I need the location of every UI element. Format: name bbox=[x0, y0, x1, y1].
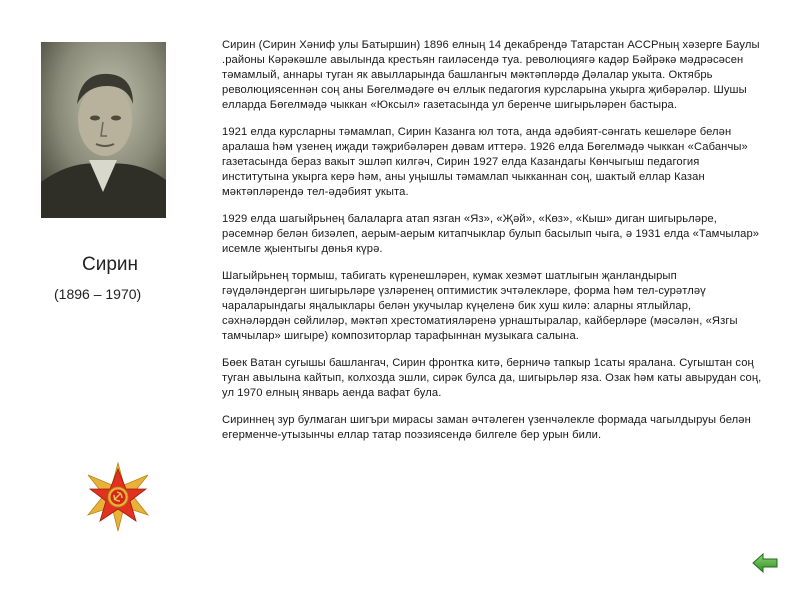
bio-paragraph: Сириннең зур булмаган шигъри мирасы заман әчтәлеген үзенчәлекле формада чагылдыруы белән егерменче-утызынчы еллар татар поэзиясендә билгеле бер урын били. bbox=[222, 414, 751, 441]
biography-text bbox=[222, 38, 762, 455]
bio-paragraph: Бөек Ватан сугышы башлангач, Сирин фронтка китә, берничә тапкыр 1саты яралана. Сугыштан соң туган авылына кайтып, колхозда эшли, сирәк булса да, шигырьләр яза. Озак һәм каты авырудан соң, ул 1970 елның январь аенда вафат була. bbox=[222, 357, 762, 399]
order-of-patriotic-war-icon bbox=[83, 460, 153, 534]
portrait-photo bbox=[41, 42, 166, 218]
bio-paragraph: Сирин (Сирин Хәниф улы Батыршин) 1896 елның 14 декабрендә Татарстан АССРның хәзерге Баулы .районы Кәрәкәшле авылында крестьян гаиләсендә туа. революциягә кадәр Бәйрәкә мәдрәсәсен тәмамлый, аннары туган як авылларында башлангыч мәктәпләрдә Дәлалар укыта. Октябрь революциясеннән соң аны Бөгелмәдәге өч еллык педагогия курсларына укырга җибәрәләр. Шушы елларда Бөгелмәдә чыккан «Юксыл» газетасында ул беренче шигырьләрен бастыра. bbox=[222, 39, 760, 111]
bio-paragraph: 1921 елда курсларны тәмамлап, Сирин Казанга юл тота, анда әдәбият-сәнгать кешеләре белән аралаша һәм үзенең иҗади тәҗрибәләрен дәвам иттерә. 1926 елда Бөгелмәдә чыккан «Сабанчы» газетасында бераз вакыт эшләп килгәч, Сирин 1927 елда Казандагы Көнчыгыш педагогия институтына укырга керә һәм, аны уңышлы тәмамлап чыкканнан соң, шактый еллар Казан мәктәпләрендә тел-әдәбият укыта. bbox=[222, 126, 748, 198]
bio-paragraph: 1929 елда шагыйрьнең балаларга атап язган «Яз», «Җәй», «Көз», «Кыш» диган шигырьләре, рәсемнәр белән бизәлеп, аерым-аерым китапчыклар булып басылып чыга, ә 1931 елда «Тамчылар» исемле җыентыгы дөнья күрә. bbox=[222, 213, 760, 255]
back-arrow-icon bbox=[752, 552, 778, 574]
back-button[interactable] bbox=[752, 552, 778, 574]
person-years: (1896 – 1970) bbox=[54, 286, 142, 302]
bio-paragraph: Шагыйрьнең тормыш, табигать күренешләрен, кумак хезмәт шатлыгын җанландырып гәүдәләндергән шигырьләре үзләренең оптимистик эчтәлекләре, форма һәм тел-сурәтләү чараларындагы яңалыклары белән укучылар күңеленә бик хуш килә: аларны ятлыйлар, сәхнәләрдән сөйлиләр, мәктәп хрестоматияләренә урнаштыралар, кайберләре (мәсәлән, «Язгы тамчылар» шигыре) композиторлар тарафыннан музыкага салына. bbox=[222, 270, 738, 342]
person-name: Сирин bbox=[82, 254, 139, 275]
